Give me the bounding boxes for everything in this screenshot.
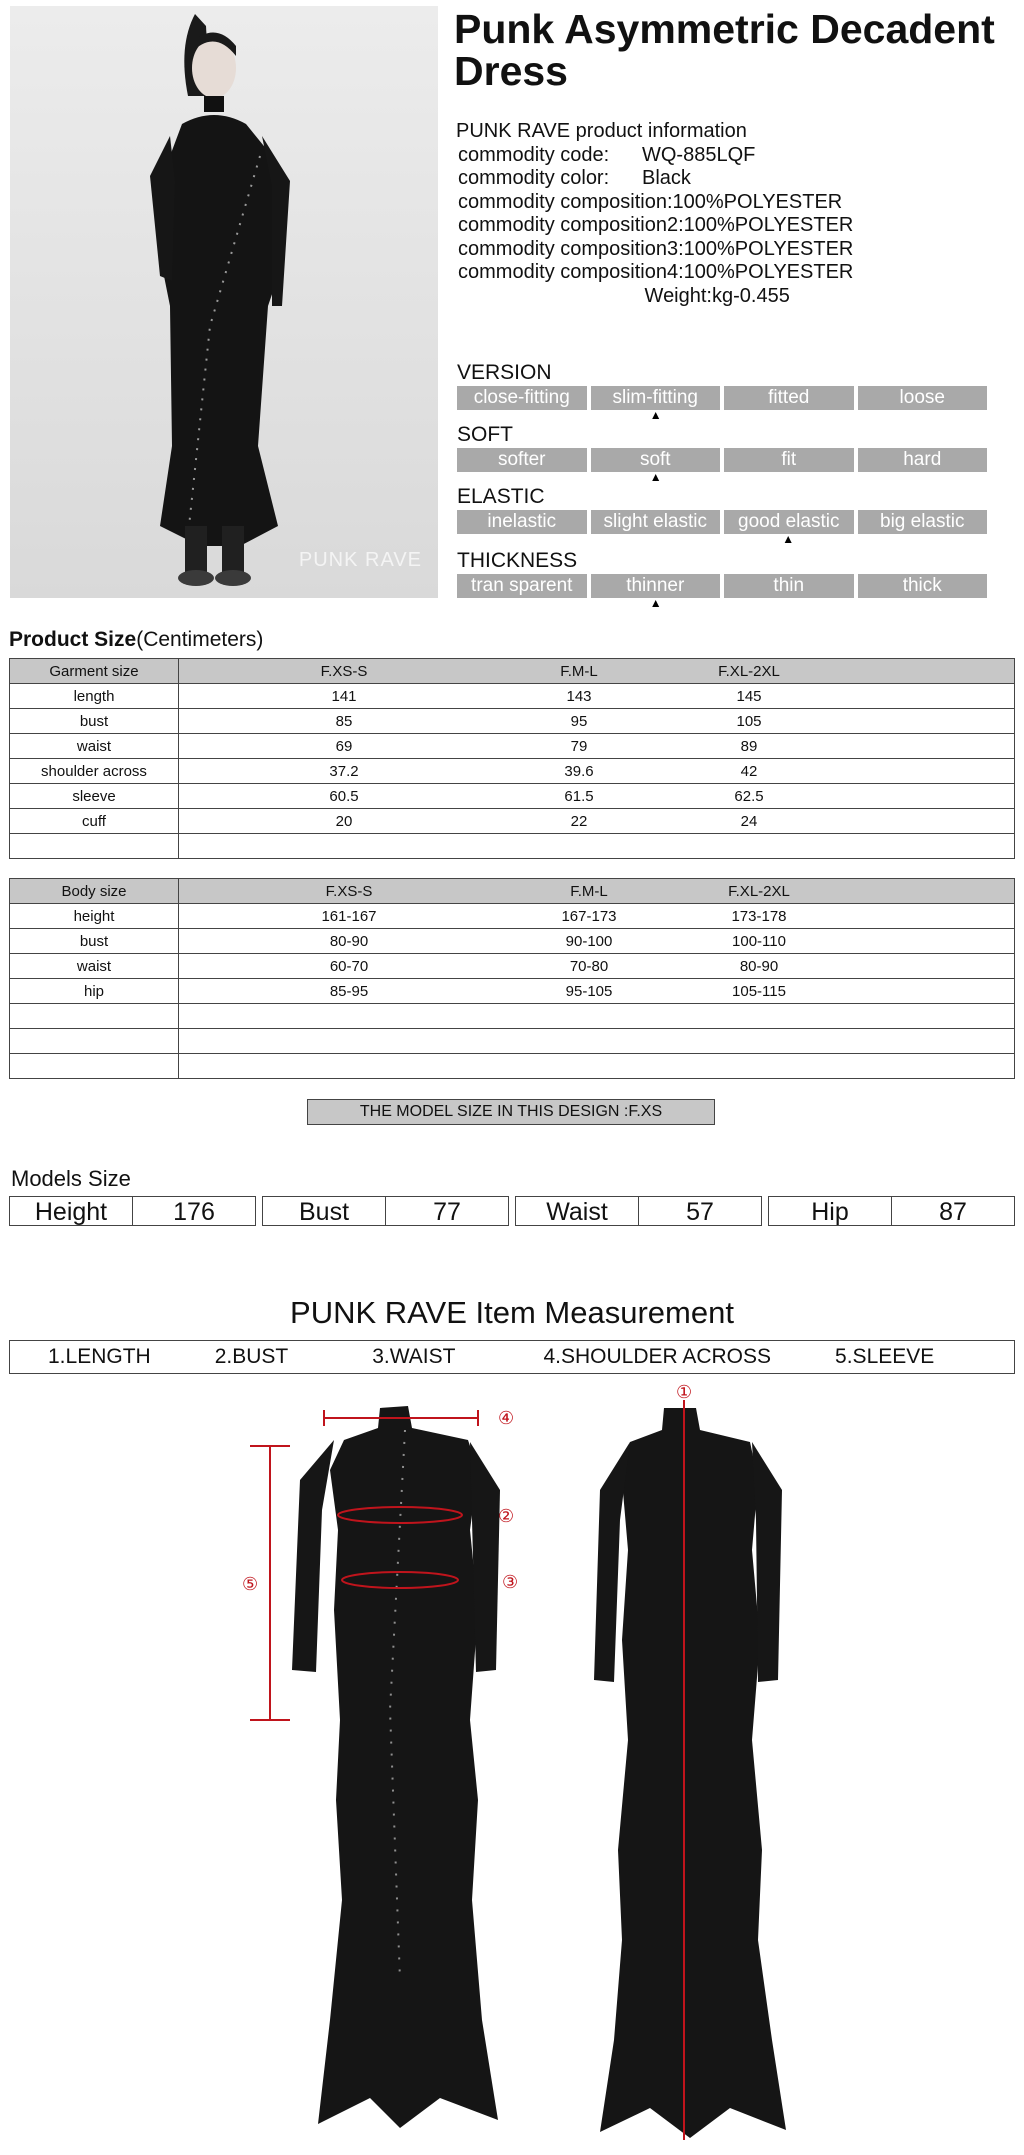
table-row bbox=[10, 904, 1015, 929]
info-label: Weight: bbox=[644, 284, 712, 307]
measure-value: 57 bbox=[686, 1198, 714, 1226]
table-row bbox=[10, 759, 1015, 784]
scale-option: loose bbox=[858, 386, 988, 410]
table-row bbox=[10, 709, 1015, 734]
measure-label: Waist bbox=[516, 1197, 639, 1225]
cell-value: 143 bbox=[566, 687, 592, 705]
scale-option: thick bbox=[858, 574, 988, 598]
marker-4: ④ bbox=[498, 1408, 515, 1429]
model-measure-height bbox=[9, 1196, 256, 1226]
scale-option: thin bbox=[724, 574, 854, 598]
cell-value bbox=[179, 834, 1015, 859]
measure-item: 3.WAIST bbox=[372, 1345, 456, 1368]
scale-option: big elastic bbox=[858, 510, 988, 534]
scale-thickness bbox=[457, 550, 987, 610]
scale-heading: THICKNESS bbox=[457, 549, 578, 572]
measure-item: 1.LENGTH bbox=[48, 1345, 151, 1368]
row-label bbox=[10, 1054, 179, 1079]
row-label: bust bbox=[10, 709, 179, 734]
scale-option: softer bbox=[457, 448, 587, 472]
selected-triangle-icon: ▲ bbox=[649, 596, 662, 610]
garment-back-illustration bbox=[594, 1408, 786, 2138]
info-value: Black bbox=[642, 167, 691, 189]
selected-triangle-icon: ▲ bbox=[782, 532, 795, 546]
cell-value: 161-167 bbox=[321, 907, 377, 925]
marker-2: ② bbox=[498, 1506, 515, 1527]
table-row bbox=[10, 954, 1015, 979]
table-row bbox=[10, 979, 1015, 1004]
product-size-title bbox=[9, 628, 263, 652]
table-row bbox=[10, 1004, 1015, 1029]
table-header-cell: Body size bbox=[10, 879, 179, 904]
cell-value: 100-110 bbox=[732, 932, 786, 950]
cell-value: 105 bbox=[736, 712, 762, 730]
row-label: waist bbox=[10, 954, 179, 979]
info-label: commodity composition: bbox=[458, 190, 673, 213]
measure-item: 2.BUST bbox=[214, 1345, 289, 1368]
cell-value: 141 bbox=[331, 687, 357, 705]
info-label: commodity composition4: bbox=[458, 261, 684, 283]
model-size-note: THE MODEL SIZE IN THIS DESIGN :F.XS bbox=[307, 1099, 715, 1125]
measure-value: 176 bbox=[173, 1198, 215, 1226]
measure-label: Hip bbox=[769, 1197, 892, 1225]
row-label: hip bbox=[10, 979, 179, 1004]
model-measure-hip bbox=[768, 1196, 1015, 1226]
cell-value: 69 bbox=[335, 737, 353, 755]
cell-value: 24 bbox=[740, 812, 758, 830]
cell-value: 95 bbox=[570, 712, 588, 730]
scale-version bbox=[457, 362, 987, 422]
row-label: bust bbox=[10, 929, 179, 954]
product-title: Punk Asymmetric Decadent Dress bbox=[454, 6, 995, 94]
row-label: waist bbox=[10, 734, 179, 759]
size-header: F.M-L bbox=[560, 662, 598, 680]
cell-value: 80-90 bbox=[329, 932, 369, 950]
table-row bbox=[10, 929, 1015, 954]
table-header-cell: Garment size bbox=[10, 659, 179, 684]
cell-value: 70-80 bbox=[569, 957, 609, 975]
garment-size-table bbox=[9, 658, 1015, 859]
cell-value: 173-178 bbox=[731, 907, 787, 925]
cell-value: 60-70 bbox=[329, 957, 369, 975]
size-header: F.XL-2XL bbox=[728, 882, 790, 900]
cell-value: 85 bbox=[335, 712, 353, 730]
cell-value: 61.5 bbox=[564, 787, 594, 805]
scale-option: close-fitting bbox=[457, 386, 587, 410]
cell-value bbox=[179, 1054, 1015, 1079]
model-measure-waist bbox=[515, 1196, 762, 1226]
brand-watermark: PUNK RAVE bbox=[298, 549, 422, 571]
cell-value: 89 bbox=[740, 737, 758, 755]
cell-value bbox=[179, 1004, 1015, 1029]
scale-option: good elastic bbox=[724, 510, 854, 534]
cell-value: 42 bbox=[740, 762, 758, 780]
size-header: F.XS-S bbox=[325, 882, 373, 900]
scale-option: thinner bbox=[591, 574, 721, 598]
scale-soft bbox=[457, 424, 987, 484]
info-value: 100%POLYESTER bbox=[672, 190, 843, 213]
scale-option: inelastic bbox=[457, 510, 587, 534]
garment-front-illustration bbox=[292, 1406, 500, 2128]
measure-item: 5.SLEEVE bbox=[835, 1345, 935, 1368]
size-header: F.M-L bbox=[570, 882, 608, 900]
row-label: sleeve bbox=[10, 784, 179, 809]
table-row bbox=[10, 784, 1015, 809]
model-figure-illustration bbox=[10, 6, 438, 598]
info-label: commodity code: bbox=[458, 143, 610, 166]
product-photo bbox=[10, 6, 438, 598]
scale-heading: SOFT bbox=[457, 423, 513, 446]
product-size-unit: (Centimeters) bbox=[136, 628, 264, 651]
measure-value: 77 bbox=[433, 1198, 461, 1226]
measurement-legend bbox=[9, 1340, 1015, 1374]
body-size-table bbox=[9, 878, 1015, 1079]
measurement-title: PUNK RAVE Item Measurement bbox=[290, 1295, 734, 1330]
measure-item: 4.SHOULDER ACROSS bbox=[543, 1345, 772, 1368]
cell-value: 85-95 bbox=[329, 982, 369, 1000]
cell-value: 105-115 bbox=[732, 982, 786, 1000]
info-value: 100%POLYESTER bbox=[683, 237, 854, 260]
cell-value: 145 bbox=[736, 687, 762, 705]
models-size-title: Models Size bbox=[11, 1166, 131, 1191]
size-header: F.XL-2XL bbox=[718, 662, 780, 680]
product-size-heading: Product Size bbox=[9, 628, 137, 651]
row-label bbox=[10, 834, 179, 859]
models-size-row bbox=[9, 1196, 1015, 1226]
scale-heading: ELASTIC bbox=[457, 485, 545, 508]
scale-option: slim-fitting bbox=[591, 386, 721, 410]
scale-option: slight elastic bbox=[591, 510, 721, 534]
scale-option: fit bbox=[724, 448, 854, 472]
cell-value: 80-90 bbox=[739, 957, 779, 975]
cell-value: 37.2 bbox=[329, 762, 359, 780]
info-label: commodity composition3: bbox=[458, 237, 684, 260]
scale-option: soft bbox=[591, 448, 721, 472]
row-label bbox=[10, 1004, 179, 1029]
cell-value: 167-173 bbox=[561, 907, 617, 925]
info-value: WQ-885LQF bbox=[642, 143, 756, 166]
row-label: length bbox=[10, 684, 179, 709]
cell-value: 79 bbox=[570, 737, 588, 755]
scale-option: tran sparent bbox=[457, 574, 587, 598]
cell-value: 62.5 bbox=[734, 787, 764, 805]
scale-option: fitted bbox=[724, 386, 854, 410]
scale-heading: VERSION bbox=[457, 361, 552, 384]
measure-label: Height bbox=[10, 1197, 133, 1225]
row-label: height bbox=[10, 904, 179, 929]
cell-value: 22 bbox=[570, 812, 588, 830]
cell-value: 90-100 bbox=[565, 932, 613, 950]
cell-value: 60.5 bbox=[329, 787, 359, 805]
cell-value: 20 bbox=[335, 812, 353, 830]
scale-elastic bbox=[457, 486, 987, 546]
table-row bbox=[10, 1054, 1015, 1079]
table-row bbox=[10, 734, 1015, 759]
measure-label: Bust bbox=[263, 1197, 386, 1225]
row-label: shoulder across bbox=[10, 759, 179, 784]
table-row bbox=[10, 834, 1015, 859]
scale-option: hard bbox=[858, 448, 988, 472]
info-value: kg-0.455 bbox=[712, 284, 790, 307]
table-row bbox=[10, 1029, 1015, 1054]
info-value: 100%POLYESTER bbox=[683, 214, 854, 236]
marker-3: ③ bbox=[502, 1572, 519, 1593]
marker-1: ① bbox=[676, 1382, 693, 1403]
garment-measurement-diagram bbox=[0, 1380, 1024, 2155]
cell-value: 39.6 bbox=[564, 762, 594, 780]
model-measure-bust bbox=[262, 1196, 509, 1226]
cell-value bbox=[179, 1029, 1015, 1054]
table-row bbox=[10, 809, 1015, 834]
selected-triangle-icon: ▲ bbox=[649, 470, 662, 484]
table-row bbox=[10, 684, 1015, 709]
info-value: 100%POLYESTER bbox=[683, 261, 854, 283]
size-header: F.XS-S bbox=[320, 662, 368, 680]
info-heading: PUNK RAVE product information bbox=[456, 120, 747, 142]
product-information bbox=[456, 120, 853, 308]
selected-triangle-icon: ▲ bbox=[649, 408, 662, 422]
measure-value: 87 bbox=[939, 1198, 967, 1226]
cell-value: 95-105 bbox=[565, 982, 613, 1000]
row-label bbox=[10, 1029, 179, 1054]
marker-5: ⑤ bbox=[242, 1574, 259, 1595]
info-label: commodity composition2: bbox=[458, 214, 684, 236]
row-label: cuff bbox=[10, 809, 179, 834]
info-label: commodity color: bbox=[458, 167, 610, 189]
